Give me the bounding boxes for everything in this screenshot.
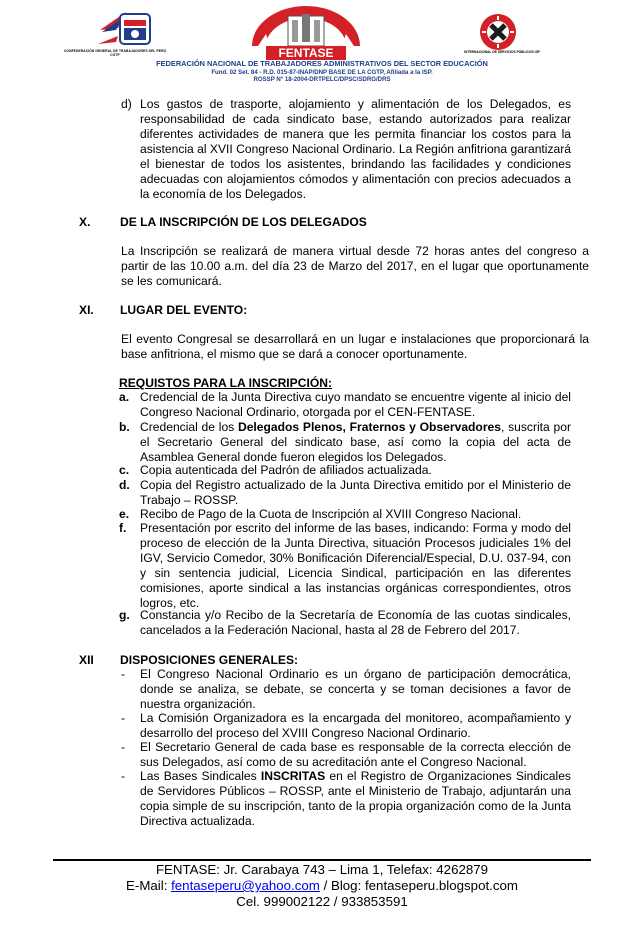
email-link[interactable]: fentaseperu@yahoo.com	[171, 878, 320, 893]
requirement-label: d.	[119, 478, 130, 492]
disposition-item	[119, 667, 571, 712]
section-paragraph: La Inscripción se realizará de manera virtual desde 72 horas antes del congreso a partir de las 10.00 a.m. del día 23 de Marzo del 2017, en el lugar que oportunamente se les comunicará.	[121, 244, 589, 288]
requirement-label: g.	[119, 608, 130, 622]
section-number: X.	[79, 215, 91, 229]
list-item-text: Los gastos de trasporte, alojamiento y alimentación de los Delegados, es responsabilidad de cada sindicato base, estando autorizados para realizar diferentes actividades de manera que les permita financiar los costos para la asistencia al XVII Congreso Nacional Ordinario. La Región anfitriona garantizará el bienestar de todos los asistentes, brindando las facilidades y condiciones adecuadas con alojamientos cómodos y alimentación con precios adecuados a la economía de los Delegados.	[140, 97, 571, 201]
requirement-label: e.	[119, 507, 130, 521]
requirement-text: Copia del Registro actualizado de la Junta Directiva emitido por el Ministerio de Trabajo – ROSSP.	[140, 478, 571, 507]
disposition-bullet: -	[121, 711, 126, 725]
requirement-item	[119, 420, 571, 465]
requirement-text-bold: Delegados Plenos, Fraternos y Observadores	[237, 420, 501, 434]
footer-phones: Cel. 999002122 / 933853591	[236, 894, 408, 909]
disposition-item	[119, 711, 571, 741]
disposition-item	[119, 740, 571, 770]
list-item-d	[119, 97, 571, 202]
cgtp-logo	[96, 8, 158, 50]
federation-name: FEDERACIÓN NACIONAL DE TRABAJADORES ADMINISTRATIVOS DEL SECTOR EDUCACIÓN	[156, 59, 488, 68]
requirement-text: Recibo de Pago de la Cuota de Inscripción al XVIII Congreso Nacional.	[140, 507, 522, 521]
disposition-text: La Comisión Organizadora es la encargada del monitoreo, acompañamiento y desarrollo del proceso del XVIII Congreso Nacional Ordinario.	[140, 711, 571, 740]
section-title: LUGAR DEL EVENTO:	[120, 303, 248, 317]
blog-text: / Blog: fentaseperu.blogspot.com	[319, 878, 518, 893]
requirement-label: c.	[119, 463, 130, 477]
requirement-item	[119, 608, 571, 638]
disposition-bullet: -	[121, 769, 126, 783]
requirement-label: b.	[119, 420, 130, 434]
requirement-label: f.	[119, 521, 127, 535]
disposition-text	[140, 769, 571, 829]
disposition-text-post: en el Registro de Organizaciones Sindicales de Servidores Públicos – ROSSP, ante el Ministerio de Trabajo, adjuntarán una copia simple de su inscripción, tanto de la propia organización como de la Junta Directiva actualizada.	[140, 769, 571, 828]
requirement-label: a.	[119, 390, 130, 404]
disposition-text: El Congreso Nacional Ordinario es un órgano de participación democrática, donde se analiza, se debate, se concerta y se toman decisiones a favor de nuestra organización.	[140, 667, 571, 711]
letterhead	[0, 0, 644, 100]
letterhead-text	[130, 60, 514, 83]
requirement-item	[119, 507, 571, 522]
requirement-text: Constancia y/o Recibo de la Secretaría de Economía de las cuotas sindicales, cancelados a la Federación Nacional, hasta al 28 de Febrero del 2017.	[140, 608, 571, 637]
requirement-item	[119, 390, 571, 420]
rossp-line: ROSSP N° 18-2004-DRTPELC/DPSC/SDRG/DRS	[253, 76, 391, 83]
section-title: DISPOSICIONES GENERALES:	[120, 653, 299, 667]
footer-divider	[53, 859, 591, 861]
requirement-text: Presentación por escrito del informe de las bases, indicando: Forma y modo del proceso de elección de la Junta Directiva, situación Procesos judiciales 1% del IGV, Servicio Comedor, 30% Bonificación Diferencial/Especial, D.U. 037-94, con y sin sentencia judicial, Licencia Sindical, participación en las diferentes comisiones, aporte sindical a las instancias orgánicas correspondientes, otros logros, etc.	[140, 521, 571, 610]
section-paragraph: El evento Congresal se desarrollará en un lugar e instalaciones que proporcionará la base anfitriona, el mismo que se dará a conocer oportunamente.	[121, 332, 589, 361]
requirement-text-pre: Credencial de los	[140, 420, 238, 434]
foundation-line: Fund. 02 Set. 84 - R.D. 015-87-INAP/DNP BASE DE LA CGTP, Afiliada a la ISP.	[211, 68, 433, 76]
disposition-text-bold: INSCRITAS	[260, 769, 326, 783]
requirements-title: REQUISTOS PARA LA INSCRIPCIÓN:	[119, 376, 332, 390]
requirement-item	[119, 478, 571, 508]
section-number: XII	[79, 653, 94, 667]
disposition-text-pre: Las Bases Sindicales	[140, 769, 261, 783]
disposition-bullet: -	[121, 740, 126, 754]
list-item-label: d)	[121, 97, 132, 111]
fentase-logo-text: FENTASE	[278, 46, 334, 60]
disposition-item	[119, 769, 571, 829]
section-number: XI.	[79, 303, 94, 317]
requirement-text-post: , suscrita por el Secretario General del sindicato base, así como la copia del acta de Asamblea General donde fueron elegidos los Delegados.	[140, 420, 571, 464]
disposition-bullet: -	[121, 667, 126, 681]
requirement-text	[140, 420, 571, 465]
requirement-item	[119, 463, 571, 478]
section-title: DE LA INSCRIPCIÓN DE LOS DELEGADOS	[120, 215, 367, 229]
requirement-item	[119, 521, 571, 611]
footer-contact	[53, 878, 591, 894]
footer-address: FENTASE: Jr. Carabaya 743 – Lima 1, Telefax: 4262879	[155, 862, 489, 877]
requirement-text: Credencial de la Junta Directiva cuyo mandato se encuentre vigente al inicio del Congreso Nacional Ordinario, otorgada por el CEN-FENTASE.	[140, 390, 571, 419]
disposition-text: El Secretario General de cada base es responsable de la correcta elección de sus Delegados, así como de su acreditación ante el Congreso Nacional.	[140, 740, 571, 769]
isp-caption: INTERNACIONAL DE SERVICIOS PÚBLICOS ISP	[464, 50, 540, 54]
requirement-text: Copia autenticada del Padrón de afiliados actualizada.	[140, 463, 432, 477]
email-label: E-Mail:	[126, 878, 172, 893]
footer	[53, 862, 591, 910]
cgtp-caption: CONFEDERACIÓN GENERAL DE TRABAJADORES DEL PERÚ CGTP	[63, 49, 167, 57]
isp-logo	[476, 12, 520, 52]
fentase-logo	[244, 4, 368, 64]
